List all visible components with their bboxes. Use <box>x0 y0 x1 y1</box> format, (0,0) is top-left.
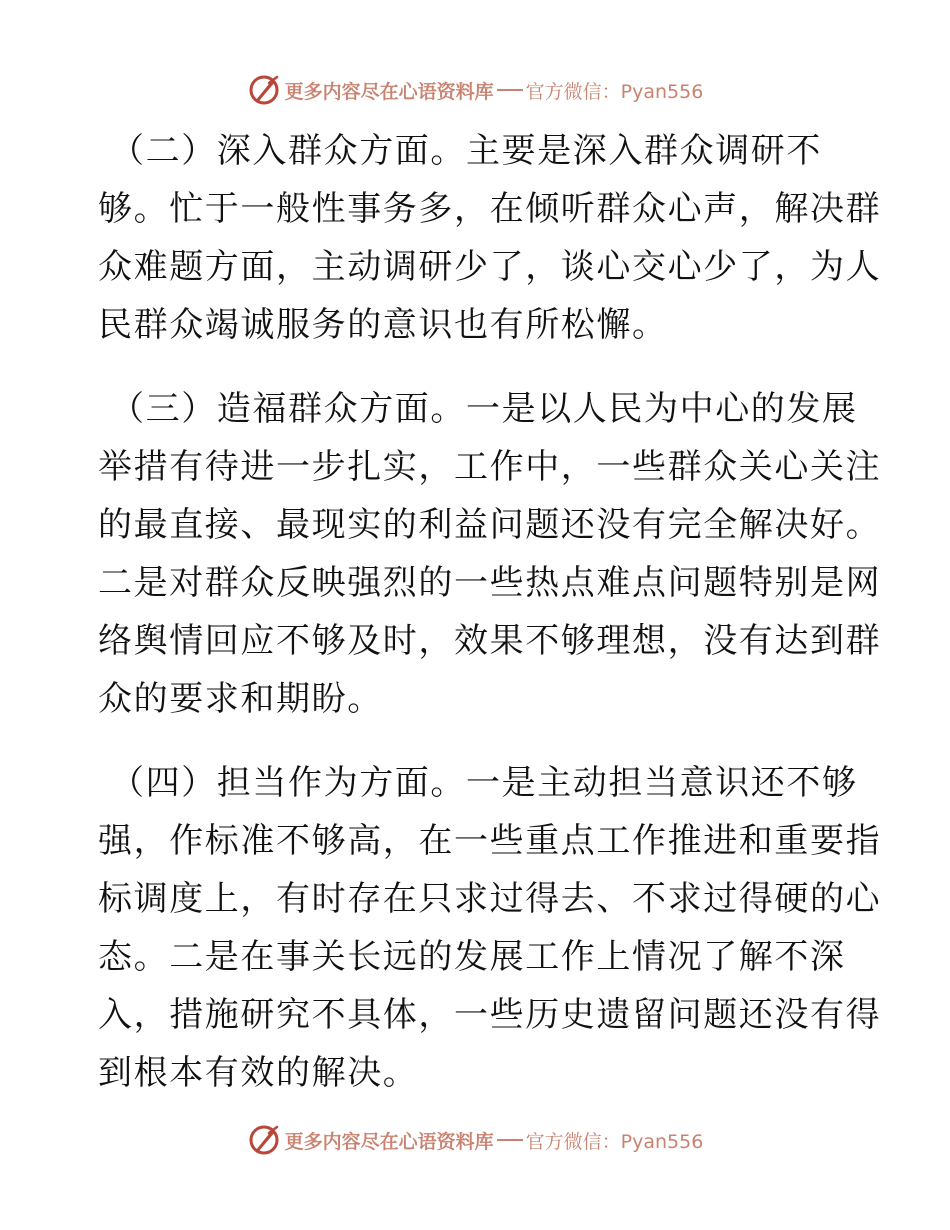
text-line: 够。忙于一般性事务多，在倾听群众心声，解决群 <box>98 189 882 229</box>
paragraph-section-3 <box>98 380 882 728</box>
text-line: 到根本有效的解决。 <box>98 1053 419 1093</box>
quill-pen-logo-icon <box>247 73 281 107</box>
text-line: 民群众竭诚服务的意识也有所松懈。 <box>98 305 668 345</box>
text-line: 二是对群众反映强烈的一些热点难点问题特别是网 <box>98 563 882 603</box>
text-line: （三）造福群众方面。一是以人民为中心的发展 <box>110 389 858 429</box>
quill-pen-logo-icon <box>247 1123 281 1157</box>
text-line: （二）深入群众方面。主要是深入群众调研不 <box>110 131 822 171</box>
watermark-wechat-text: 官方微信：Pyan556 <box>525 80 704 103</box>
text-line: （四）担当作为方面。一是主动担当意识还不够 <box>110 763 858 803</box>
watermark-wechat-text: 官方微信：Pyan556 <box>525 1130 704 1153</box>
watermark-dash <box>497 89 523 91</box>
watermark-dash <box>497 1139 523 1141</box>
document-body <box>98 122 882 1128</box>
paragraph-section-2 <box>98 122 882 354</box>
watermark-site-text: 更多内容尽在心语资料库 <box>284 80 494 103</box>
text-line: 态。二是在事关长远的发展工作上情况了解不深 <box>98 937 846 977</box>
text-line: 举措有待进一步扎实，工作中，一些群众关心关注 <box>98 447 882 487</box>
footer-watermark-banner <box>0 1120 950 1160</box>
text-line: 众的要求和期盼。 <box>98 679 383 719</box>
text-line: 众难题方面，主动调研少了，谈心交心少了，为人 <box>98 247 882 287</box>
text-line: 络舆情回应不够及时，效果不够理想，没有达到群 <box>98 621 882 661</box>
watermark-site-text: 更多内容尽在心语资料库 <box>284 1130 494 1153</box>
text-line: 强，作标准不够高，在一些重点工作推进和重要指 <box>98 821 882 861</box>
text-line: 的最直接、最现实的利益问题还没有完全解决好。 <box>98 505 882 545</box>
header-watermark-banner <box>0 70 950 110</box>
text-line: 标调度上，有时存在只求过得去、不求过得硬的心 <box>98 879 882 919</box>
paragraph-section-4 <box>98 754 882 1102</box>
text-line: 入，措施研究不具体，一些历史遗留问题还没有得 <box>98 995 882 1035</box>
